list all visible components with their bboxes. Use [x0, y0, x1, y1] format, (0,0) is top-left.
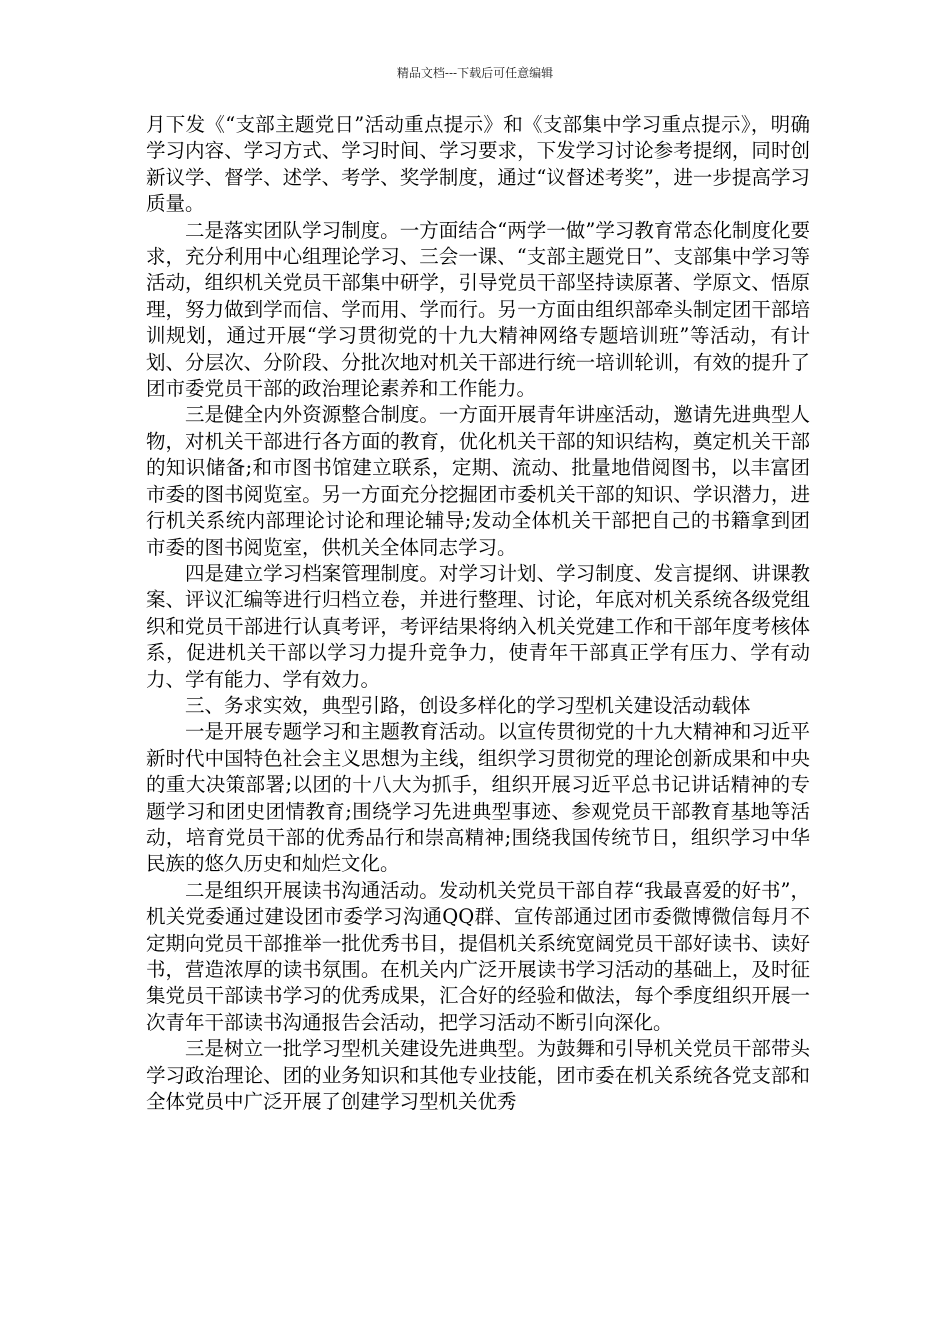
page-header: 精品文档---下载后可任意编辑 [396, 66, 554, 80]
paragraph: 三是健全内外资源整合制度。一方面开展青年讲座活动，邀请先进典型人物，对机关干部进行各方面的教育，优化机关干部的知识结构，奠定机关干部的知识储备;和市图书馆建立联系，定期、流动、批量地借阅图书，以丰富团市委的图书阅览室。另一方面充分挖掘团市委机关干部的知识、学识潜力，进行机关系统内部理论讨论和理论辅导;发动全体机关干部把自己的书籍拿到团市委的图书阅览室，供机关全体同志学习。 [146, 403, 810, 559]
document-body [146, 112, 810, 1115]
paragraph: 一是开展专题学习和主题教育活动。以宣传贯彻党的十九大精神和习近平新时代中国特色社会主义思想为主线，组织学习贯彻党的理论创新成果和中央的重大决策部署;以团的十八大为抓手，组织开展习近平总书记讲话精神的专题学习和团史团情教育;围绕学习先进典型事迹、参观党员干部教育基地等活动，培育党员干部的优秀品行和崇高精神;围绕我国传统节日，组织学习中华民族的悠久历史和灿烂文化。 [146, 720, 810, 876]
paragraph: 三是树立一批学习型机关建设先进典型。为鼓舞和引导机关党员干部带头学习政治理论、团的业务知识和其他专业技能，团市委在机关系统各党支部和全体党员中广泛开展了创建学习型机关优秀 [146, 1037, 810, 1114]
paragraph: 二是组织开展读书沟通活动。发动机关党员干部自荐“我最喜爱的好书”，机关党委通过建设团市委学习沟通QQ群、宣传部通过团市委微博微信每月不定期向党员干部推举一批优秀书目，提倡机关系统宽阔党员干部好读书、读好书，营造浓厚的读书氛围。在机关内广泛开展读书学习活动的基础上，及时征集党员干部读书学习的优秀成果，汇合好的经验和做法，每个季度组织开展一次青年干部读书沟通报告会活动，把学习活动不断引向深化。 [146, 878, 810, 1034]
paragraph: 月下发《“支部主题党日”活动重点提示》和《支部集中学习重点提示》，明确学习内容、学习方式、学习时间、学习要求，下发学习讨论参考提纲，同时创新议学、督学、述学、考学、奖学制度，通过“议督述考奖”，进一步提高学习质量。 [146, 113, 810, 216]
paragraph: 二是落实团队学习制度。一方面结合“两学一做”学习教育常态化制度化要求，充分利用中心组理论学习、三会一课、“支部主题党日”、支部集中学习等活动，组织机关党员干部集中研学，引导党员干部坚持读原著、学原文、悟原理，努力做到学而信、学而用、学而行。另一方面由组织部牵头制定团干部培训规划，通过开展“学习贯彻党的十九大精神网络专题培训班”等活动，有计划、分层次、分阶段、分批次地对机关干部进行统一培训轮训，有效的提升了团市委党员干部的政治理论素养和工作能力。 [146, 218, 810, 401]
paragraph: 四是建立学习档案管理制度。对学习计划、学习制度、发言提纲、讲课教案、评议汇编等进行归档立卷，并进行整理、讨论，年底对机关系统各级党组织和党员干部进行认真考评，考评结果将纳入机关党建工作和干部年度考核体系，促进机关干部以学习力提升竞争力，使青年干部真正学有压力、学有动力、学有能力、学有效力。 [146, 561, 810, 691]
section-heading: 三、务求实效，典型引路，创设多样化的学习型机关建设活动载体 [185, 693, 751, 717]
